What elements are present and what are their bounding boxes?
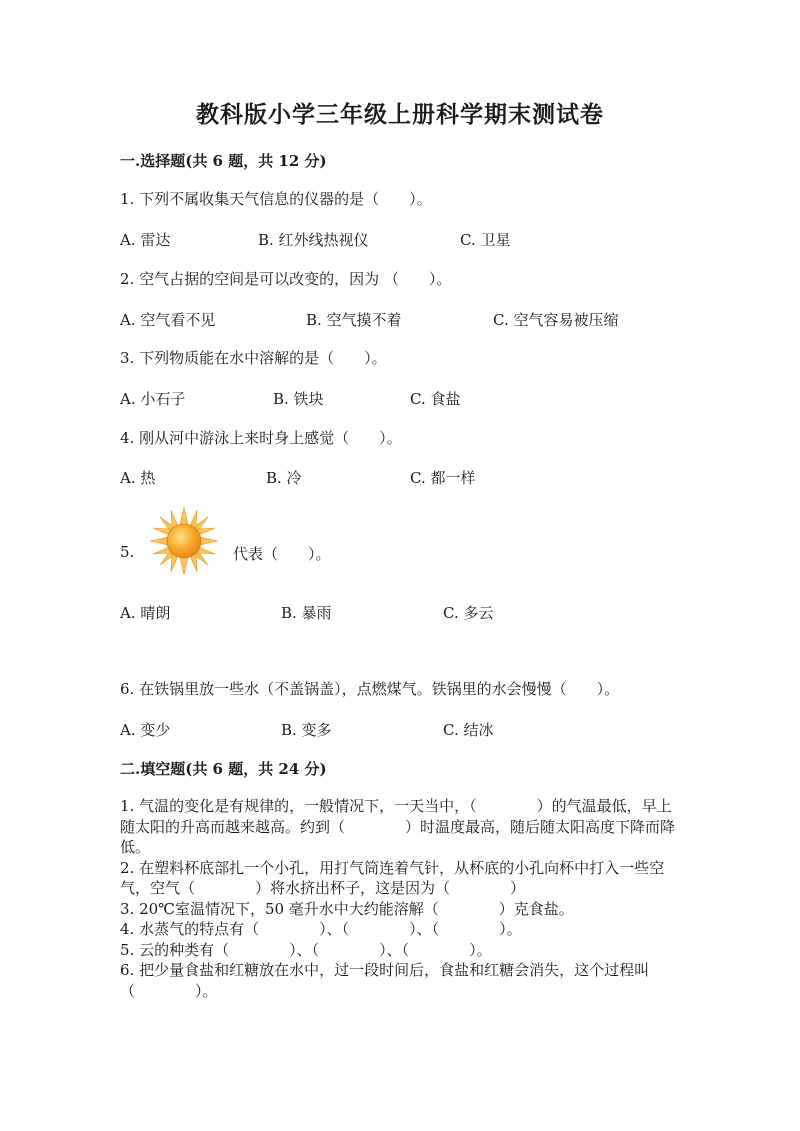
fill-item-6: 6. 把少量食盐和红糖放在水中，过一段时间后，食盐和红糖会消失，这个过程叫（ ）。	[120, 961, 650, 1000]
question-6-option-b: B. 变多	[281, 721, 332, 739]
question-1: 1. 下列不属收集天气信息的仪器的是（ ）。	[120, 190, 432, 208]
question-3-option-a: A. 小石子	[120, 390, 186, 408]
section-heading-choice: 一.选择题(共 6 题，共 12 分)	[120, 152, 327, 170]
fill-item-1: 1. 气温的变化是有规律的，一般情况下，一天当中，（ ）的气温最低，早上随太阳的升高而越来越高。约到（ ）时温度最高，随后随太阳高度下降而降低。	[120, 797, 676, 856]
question-5-number: 5.	[120, 543, 135, 561]
question-3-option-c: C. 食盐	[410, 390, 461, 408]
question-5-option-c: C. 多云	[443, 604, 494, 622]
page-title: 教科版小学三年级上册科学期末测试卷	[196, 101, 604, 128]
question-4: 4. 刚从河中游泳上来时身上感觉（ ）。	[120, 429, 402, 447]
fill-item-5: 5. 云的种类有（ ）、（ ）、（ ）。	[120, 940, 492, 959]
question-6-option-a: A. 变少	[120, 721, 171, 739]
question-2-option-b: B. 空气摸不着	[306, 311, 402, 329]
question-1-option-b: B. 红外线热视仪	[258, 231, 369, 249]
question-3-option-b: B. 铁块	[273, 390, 324, 408]
question-1-option-c: C. 卫星	[460, 231, 511, 249]
question-4-option-a: A. 热	[120, 469, 156, 487]
fill-item-4: 4. 水蒸气的特点有（ ）、（ ）、（ ）。	[120, 920, 522, 938]
sun-icon	[148, 505, 220, 577]
question-6-option-c: C. 结冰	[443, 721, 494, 739]
question-4-option-b: B. 冷	[266, 469, 302, 487]
question-2: 2. 空气占据的空间是可以改变的，因为 （ ）。	[120, 270, 452, 288]
section-heading-fill: 二.填空题(共 6 题，共 24 分)	[120, 760, 327, 778]
fill-list	[120, 796, 680, 1001]
question-6: 6. 在铁锅里放一些水（不盖锅盖），点燃煤气。铁锅里的水会慢慢（ ）。	[120, 680, 620, 698]
fill-item-3: 3. 20℃室温情况下，50 毫升水中大约能溶解（ ）克食盐。	[120, 899, 574, 918]
question-5-option-b: B. 暴雨	[281, 604, 332, 622]
question-3: 3. 下列物质能在水中溶解的是（ ）。	[120, 349, 387, 367]
fill-item-2: 2. 在塑料杯底部扎一个小孔，用打气筒连着气针，从杯底的小孔向杯中打入一些空气，空气（ ）将水挤出杯子，这是因为（ ）	[120, 858, 665, 897]
question-5: 代表（ ）。	[233, 545, 331, 563]
question-2-option-a: A. 空气看不见	[120, 311, 216, 329]
question-5-option-a: A. 晴朗	[120, 604, 171, 622]
question-2-option-c: C. 空气容易被压缩	[493, 311, 619, 329]
question-1-option-a: A. 雷达	[120, 231, 171, 249]
question-4-option-c: C. 都一样	[410, 469, 476, 487]
